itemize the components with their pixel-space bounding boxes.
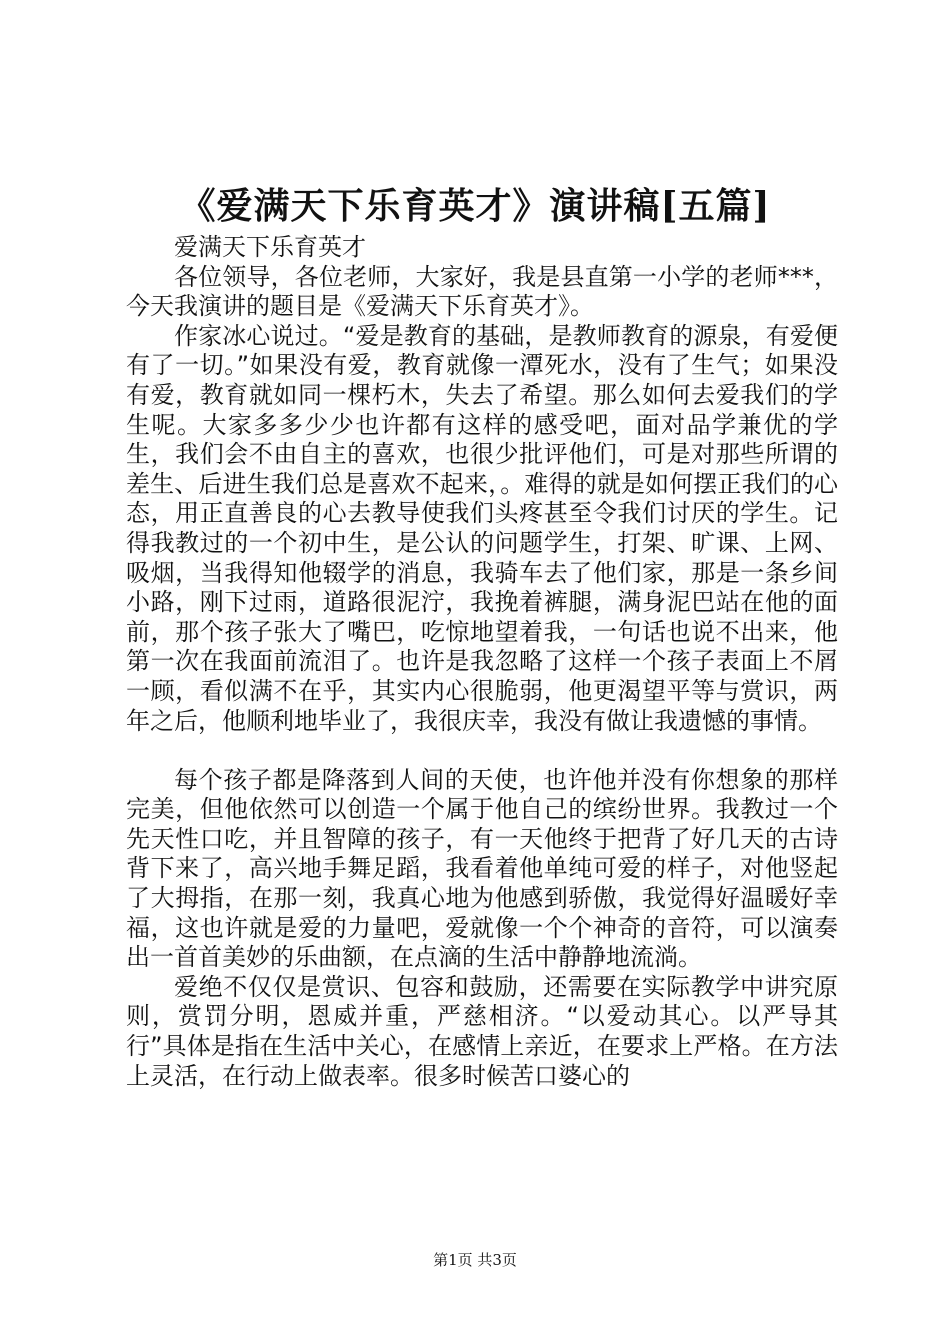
page-footer: 第1页 共3页 [433, 1251, 517, 1269]
paragraph-bingxin-quote: 作家冰心说过。“爱是教育的基础，是教师教育的源泉，有爱便有了一切。”如果没有爱，教育就像一潭死水，没有了生气；如果没有爱，教育就如同一棵朽木，失去了希望。那么如何去爱我们的学生呢。大家多多少少也许都有这样的感受吧，面对品学兼优的学生，我们会不由自主的喜欢，也很少批评他们，可是对那些所谓的差生、后进生我们总是喜欢不起来，。难得的就是如何摆正我们的心态，用正直善良的心去教导使我们头疼甚至令我们讨厌的学生。记得我教过的一个初中生，是公认的问题学生，打架、旷课、上网、吸烟，当我得知他辍学的消息，我骑车去了他们家，那是一条乡间小路，刚下过雨，道路很泥泞，我挽着裤腿，满身泥巴站在他的面前，那个孩子张大了嘴巴，吃惊地望着我，一句话也说不出来，他第一次在我面前流泪了。也许是我忽略了这样一个孩子表面上不屑一顾，看似满不在乎，其实内心很脆弱，他更渴望平等与赏识，两年之后，他顺利地毕业了，我很庆幸，我没有做让我遗憾的事情。 [126, 321, 838, 735]
document-title: 《爱满天下乐育英才》演讲稿[五篇] [179, 185, 771, 227]
paragraph-principles: 爱绝不仅仅是赏识、包容和鼓励，还需要在实际教学中讲究原则，赏罚分明，恩威并重，严慈相济。“以爱动其心。以严导其行”具体是指在生活中关心，在感情上亲近，在要求上严格。在方法上灵活，在行动上做表率。很多时候苦口婆心的 [126, 972, 838, 1090]
document-body [126, 233, 838, 1091]
paragraph-subtitle: 爱满天下乐育英才 [174, 233, 366, 261]
paragraph-greeting: 各位领导，各位老师，大家好，我是县直第一小学的老师***，今天我演讲的题目是《爱满天下乐育英才》。 [126, 262, 838, 321]
paragraph-angel: 每个孩子都是降落到人间的天使，也许他并没有你想象的那样完美，但他依然可以创造一个属于他自己的缤纷世界。我教过一个先天性口吃，并且智障的孩子，有一天他终于把背了好几天的古诗背下来了，高兴地手舞足蹈，我看着他单纯可爱的样子，对他竖起了大拇指，在那一刻，我真心地为他感到骄傲，我觉得好温暖好幸福，这也许就是爱的力量吧，爱就像一个个神奇的音符，可以演奏出一首首美妙的乐曲额，在点滴的生活中静静地流淌。 [126, 765, 838, 972]
